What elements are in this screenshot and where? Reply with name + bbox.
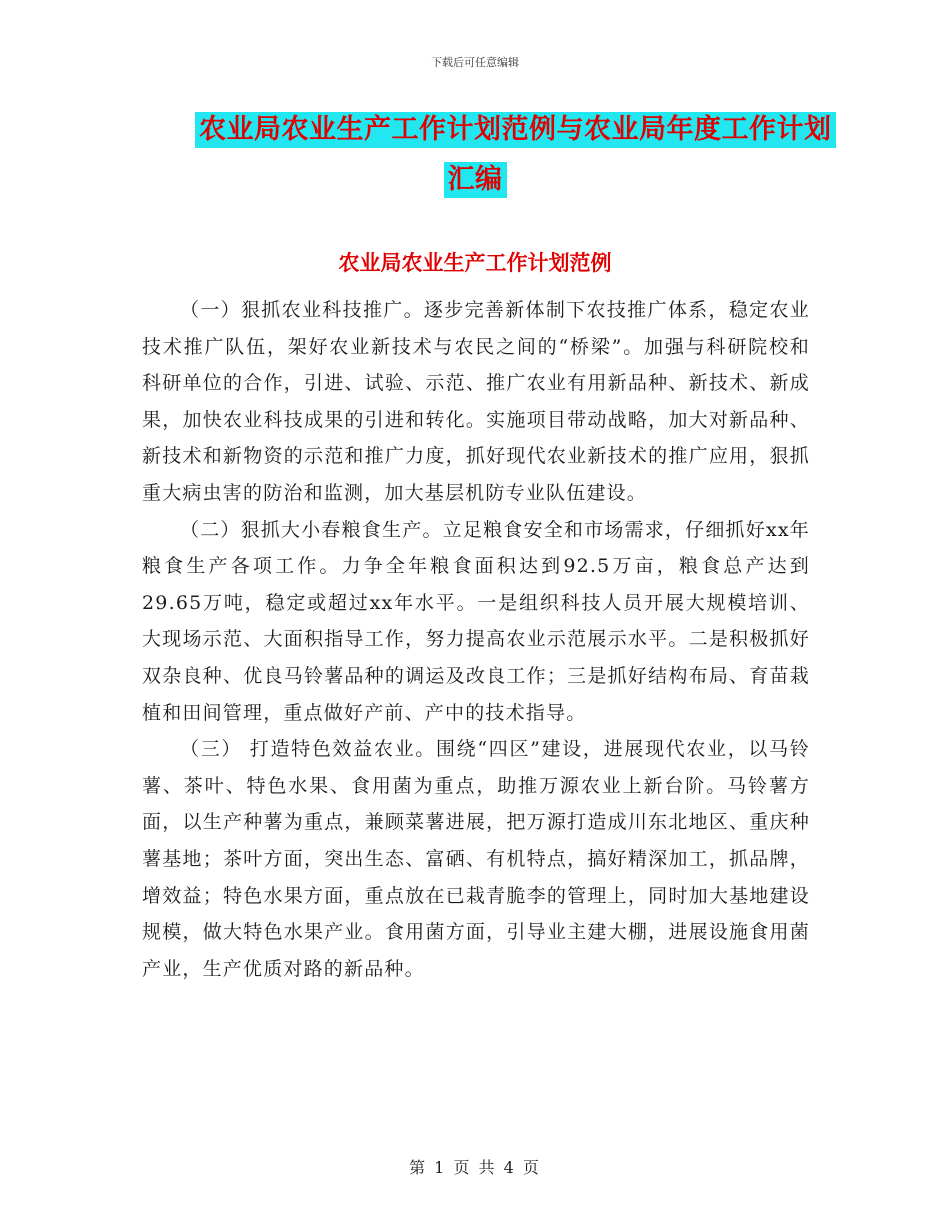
document-title: [140, 112, 832, 198]
paragraph-1: （一）狠抓农业科技推广。逐步完善新体制下农技推广体系，稳定农业技术推广队伍，架好农业新技术与农民之间的“桥梁”。加强与科研院校和科研单位的合作，引进、试验、示范、推广农业有用新品种、新技术、新成果，加快农业科技成果的引进和转化。实施项目带动战略，加大对新品种、新技术和新物资的示范和推广力度，抓好现代农业新技术的推广应用，狠抓重大病虫害的防治和监测，加大基层机防专业队伍建设。: [142, 299, 810, 504]
header-note: 下载后可任意编辑: [431, 56, 519, 69]
title-line-2: 汇编: [444, 162, 507, 198]
paragraph-3: （三） 打造特色效益农业。围绕“四区”建设，进展现代农业，以马铃薯、茶叶、特色水果、食用菌为重点，助推万源农业上新台阶。马铃薯方面，以生产种薯为重点，兼顾菜薯进展，把万源打造成川东北地区、重庆种薯基地；茶叶方面，突出生态、富硒、有机特点，搞好精深加工，抓品牌，增效益；特色水果方面，重点放在已栽青脆李的管理上，同时加大基地建设规模，做大特色水果产业。食用菌方面，引导业主建大棚，进展设施食用菌产业，生产优质对路的新品种。: [142, 738, 810, 980]
document-body: [142, 292, 810, 987]
paragraph-2: （二）狠抓大小春粮食生产。立足粮食安全和市场需求，仔细抓好xx年粮食生产各项工作。力争全年粮食面积达到92.5万亩，粮食总产达到29.65万吨，稳定或超过xx年水平。一是组织科技人员开展大规模培训、大现场示范、大面积指导工作，努力提高农业示范展示水平。二是积极抓好双杂良种、优良马铃薯品种的调运及改良工作；三是抓好结构布局、育苗栽植和田间管理，重点做好产前、产中的技术指导。: [142, 518, 810, 724]
title-line-1: 农业局农业生产工作计划范例与农业局年度工作计划: [195, 112, 836, 148]
page-number: 第 1 页 共 4 页: [409, 1158, 541, 1177]
section-title: 农业局农业生产工作计划范例: [338, 251, 612, 275]
